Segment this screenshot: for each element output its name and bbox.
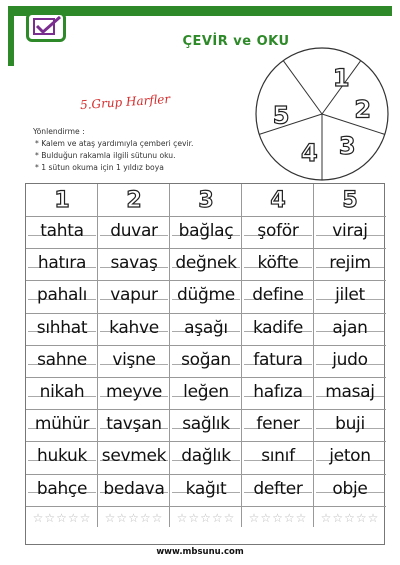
column-number: 5 (342, 188, 358, 213)
word-cell (242, 281, 314, 313)
reading-word: bağlaç (178, 221, 234, 241)
reading-word: savaş (110, 253, 158, 274)
word-cell (170, 475, 242, 507)
word-cell (26, 281, 98, 313)
reading-word: ajan (332, 317, 368, 338)
reading-word: defter (253, 478, 303, 499)
reading-word: bedava (103, 478, 165, 499)
word-cell (26, 314, 98, 346)
reading-word: rejim (329, 253, 371, 274)
star-cell[interactable] (170, 507, 242, 527)
reading-word: düğme (177, 285, 235, 306)
reading-word: bahçe (36, 478, 88, 499)
word-cell (242, 410, 314, 442)
word-cell (98, 249, 170, 281)
column-number: 1 (54, 188, 70, 213)
word-cell (170, 378, 242, 410)
column-header-cell (98, 184, 170, 217)
reading-word: sağlık (182, 414, 230, 435)
star-cell[interactable] (98, 507, 170, 527)
reading-word: hukuk (37, 446, 87, 467)
word-cell (314, 378, 386, 410)
word-cell (26, 442, 98, 474)
word-cell (98, 442, 170, 474)
reading-word: jeton (329, 446, 371, 467)
reading-word: pahalı (36, 285, 88, 306)
star-cell[interactable] (314, 507, 386, 527)
check-box-icon (26, 12, 66, 42)
word-cell (26, 217, 98, 249)
reading-word: tahta (40, 221, 84, 241)
word-cell (26, 378, 98, 410)
reading-word: duvar (110, 221, 158, 241)
reading-table (25, 183, 385, 545)
word-cell (98, 475, 170, 507)
word-cell (314, 410, 386, 442)
green-frame-left (8, 6, 14, 66)
word-cell (242, 314, 314, 346)
star-cell[interactable] (242, 507, 314, 527)
column-header-cell (26, 184, 98, 217)
star-rating-icons[interactable]: ☆☆☆☆☆ (32, 510, 92, 525)
reading-word: sınıf (261, 446, 295, 467)
wheel-number-4: 4 (301, 138, 318, 167)
reading-word: fener (256, 414, 300, 435)
number-wheel[interactable] (254, 46, 390, 182)
star-rating-icons[interactable]: ☆☆☆☆☆ (104, 510, 164, 525)
word-cell (98, 281, 170, 313)
reading-word: viraj (332, 221, 368, 241)
wheel-number-3: 3 (338, 132, 356, 161)
word-cell (242, 378, 314, 410)
reading-word: mühür (34, 414, 90, 435)
page-title: ÇEVİR ve OKU (182, 34, 290, 49)
column-number: 4 (270, 188, 286, 213)
reading-word: soğan (181, 349, 231, 370)
reading-word: define (252, 285, 304, 306)
star-rating-icons[interactable]: ☆☆☆☆☆ (176, 510, 236, 525)
reading-word: hafıza (253, 382, 303, 402)
green-frame-top (8, 6, 392, 16)
word-cell (314, 249, 386, 281)
word-cell (242, 442, 314, 474)
reading-word: köfte (257, 253, 299, 274)
reading-word: vapur (110, 285, 158, 306)
reading-word: sahne (37, 349, 87, 370)
reading-word: leğen (183, 382, 229, 402)
reading-word: sevmek (101, 446, 167, 467)
reading-word: kahve (109, 317, 159, 338)
word-cell (26, 410, 98, 442)
word-cell (98, 378, 170, 410)
word-cell (26, 249, 98, 281)
instruction-item: * Kalem ve ataş yardımıyla çemberi çevir. (35, 139, 194, 148)
instruction-item: * Bulduğun rakamla ilgili sütunu oku. (35, 151, 176, 160)
word-cell (242, 475, 314, 507)
group-subtitle: 5.Grup Harfler (79, 91, 171, 113)
reading-word: fatura (253, 349, 303, 370)
word-cell (98, 314, 170, 346)
wheel-number-2: 2 (354, 95, 372, 124)
star-cell[interactable] (26, 507, 98, 527)
word-cell (170, 314, 242, 346)
reading-word: kağıt (185, 478, 227, 499)
word-cell (170, 217, 242, 249)
word-cell (242, 249, 314, 281)
word-cell (170, 410, 242, 442)
reading-word: vişne (112, 349, 156, 370)
word-cell (314, 217, 386, 249)
wheel-number-1: 1 (332, 63, 350, 92)
word-cell (242, 217, 314, 249)
word-cell (314, 346, 386, 378)
word-cell (98, 410, 170, 442)
word-cell (314, 475, 386, 507)
reading-word: tavşan (106, 414, 162, 435)
word-cell (314, 314, 386, 346)
word-cell (314, 442, 386, 474)
reading-word: obje (332, 478, 368, 499)
reading-word: judo (332, 349, 368, 370)
word-cell (242, 346, 314, 378)
reading-word: nikah (39, 382, 85, 402)
reading-word: meyve (105, 382, 163, 402)
word-cell (170, 249, 242, 281)
star-rating-icons[interactable]: ☆☆☆☆☆ (320, 510, 380, 525)
reading-word: buji (335, 414, 365, 435)
column-number: 2 (126, 188, 142, 213)
word-cell (26, 475, 98, 507)
reading-word: jilet (335, 285, 365, 306)
column-header-cell (314, 184, 386, 217)
reading-word: değnek (175, 253, 237, 274)
column-header-cell (242, 184, 314, 217)
star-rating-icons[interactable]: ☆☆☆☆☆ (248, 510, 308, 525)
reading-word: masaj (325, 382, 375, 402)
word-cell (170, 442, 242, 474)
instructions (33, 126, 263, 174)
column-number: 3 (198, 188, 214, 213)
reading-word: sıhhat (36, 317, 88, 338)
footer-website: www.mbsunu.com (156, 547, 244, 557)
instructions-heading: Yönlendirme : (33, 127, 85, 136)
word-cell (98, 217, 170, 249)
reading-word: dağlık (181, 446, 231, 467)
word-cell (170, 346, 242, 378)
word-cell (98, 346, 170, 378)
wheel-number-5: 5 (272, 101, 290, 130)
reading-word: aşağı (184, 317, 228, 338)
word-cell (170, 281, 242, 313)
word-cell (314, 281, 386, 313)
reading-word: hatıra (37, 253, 87, 274)
reading-word: kadife (252, 317, 304, 338)
reading-word: şoför (257, 221, 299, 241)
column-header-cell (170, 184, 242, 217)
instruction-item: * 1 sütun okuma için 1 yıldız boya (35, 163, 164, 172)
word-cell (26, 346, 98, 378)
